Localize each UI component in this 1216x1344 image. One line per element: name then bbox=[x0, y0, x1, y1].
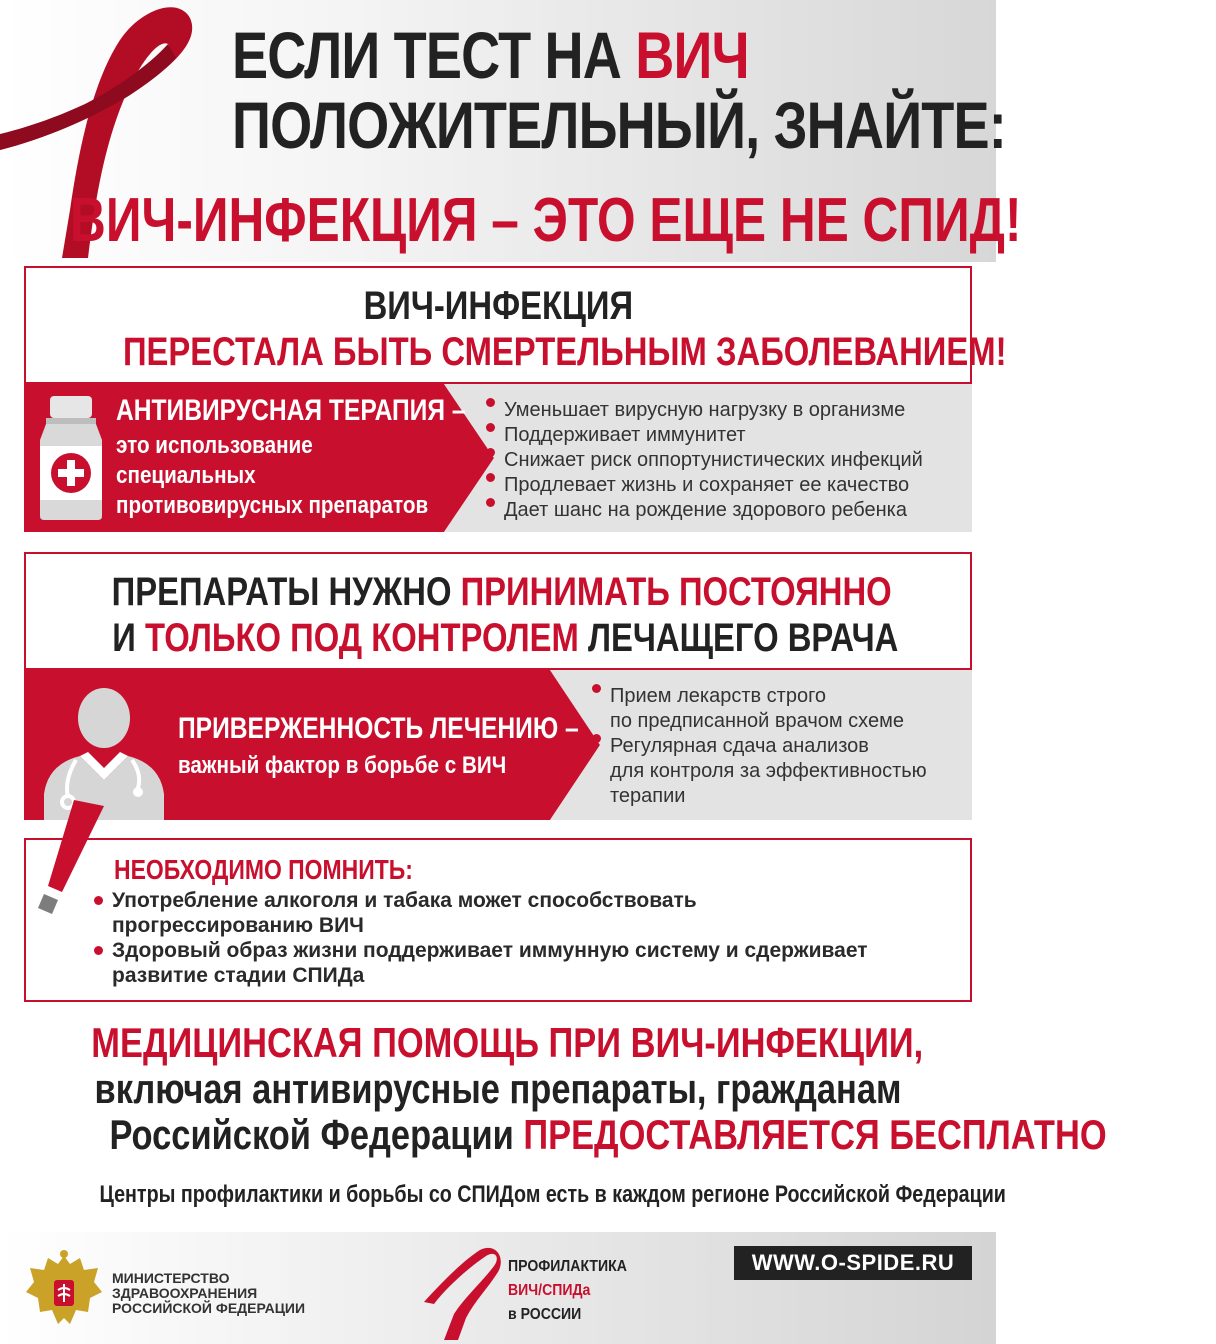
therapy-band bbox=[24, 384, 972, 532]
adherence-band bbox=[24, 670, 972, 820]
prof-line-3: в РОССИИ bbox=[508, 1306, 582, 1323]
therapy-sub-1: это использование bbox=[116, 432, 313, 459]
ministry-line-2: ЗДРАВООХРАНЕНИЯ bbox=[112, 1285, 258, 1301]
prof-line-1: ПРОФИЛАКТИКА bbox=[508, 1258, 627, 1275]
prof-line-2: ВИЧ/СПИДа bbox=[508, 1282, 591, 1299]
centers-note: Центры профилактики и борьбы со СПИДом есть в каждом регионе Российской Федерации bbox=[99, 1181, 1006, 1208]
list-item: Уменьшает вирусную нагрузку в организме bbox=[484, 398, 923, 423]
therapy-benefits-list bbox=[484, 398, 923, 523]
free-care-line-2: включая антивирусные препараты, гражданам bbox=[94, 1065, 902, 1112]
list-item: Прием лекарств строго по предписанной врачом схеме bbox=[590, 684, 927, 734]
small-red-ribbon-icon bbox=[414, 1244, 504, 1340]
main-title-line-2: ПОЛОЖИТЕЛЬНЫЙ, ЗНАЙТЕ: bbox=[232, 88, 1007, 162]
remember-heading: НЕОБХОДИМО ПОМНИТЬ: bbox=[114, 854, 413, 885]
section2-title-box bbox=[24, 552, 972, 670]
list-item: Снижает риск оппортунистических инфекций bbox=[484, 448, 923, 473]
section1-title-dark: ВИЧ-ИНФЕКЦИЯ bbox=[363, 284, 633, 328]
therapy-sub-3: противовирусных препаратов bbox=[116, 492, 429, 519]
website-link[interactable]: WWW.O-SPIDE.RU bbox=[734, 1246, 972, 1280]
list-item: Употребление алкоголя и табака может способствовать прогрессированию ВИЧ bbox=[92, 888, 868, 938]
section1-title-box bbox=[24, 266, 1007, 384]
footer bbox=[0, 1232, 996, 1344]
ministry-line-1: МИНИСТЕРСТВО bbox=[112, 1270, 230, 1286]
remember-list bbox=[92, 888, 868, 988]
free-care-line-3: Российской Федерации ПРЕДОСТАВЛЯЕТСЯ БЕСПЛАТНО bbox=[109, 1111, 1107, 1158]
remember-box bbox=[24, 838, 972, 1002]
list-item: Здоровый образ жизни поддерживает иммунную систему и сдерживает развитие стадии СПИДа bbox=[92, 938, 868, 988]
list-item: Регулярная сдача анализов для контроля за эффективностью терапии bbox=[590, 734, 927, 809]
ministry-line-3: РОССИЙСКОЙ ФЕДЕРАЦИИ bbox=[112, 1300, 306, 1316]
exclamation-icon bbox=[32, 800, 112, 920]
list-item: Продлевает жизнь и сохраняет ее качество bbox=[484, 473, 923, 498]
list-item: Поддерживает иммунитет bbox=[484, 423, 923, 448]
therapy-heading: АНТИВИРУСНАЯ ТЕРАПИЯ – bbox=[116, 394, 466, 427]
adherence-list bbox=[590, 684, 927, 809]
list-item: Дает шанс на рождение здорового ребенка bbox=[484, 498, 923, 523]
adherence-heading: ПРИВЕРЖЕННОСТЬ ЛЕЧЕНИЮ – bbox=[178, 712, 579, 745]
main-subtitle: ВИЧ-ИНФЕКЦИЯ – ЭТО ЕЩЕ НЕ СПИД! bbox=[70, 186, 1022, 255]
medicine-bottle-icon bbox=[38, 396, 104, 520]
section2-title-line-2: И ТОЛЬКО ПОД КОНТРОЛЕМ ЛЕЧАЩЕГО ВРАЧА bbox=[112, 616, 899, 660]
section1-title-red: ПЕРЕСТАЛА БЫТЬ СМЕРТЕЛЬНЫМ ЗАБОЛЕВАНИЕМ! bbox=[122, 330, 1007, 374]
therapy-sub-2: специальных bbox=[116, 462, 256, 489]
eagle-emblem-icon bbox=[24, 1248, 104, 1334]
section2-title-line-1: ПРЕПАРАТЫ НУЖНО ПРИНИМАТЬ ПОСТОЯННО bbox=[111, 570, 892, 614]
header bbox=[0, 0, 1022, 262]
free-care-line-1: МЕДИЦИНСКАЯ ПОМОЩЬ ПРИ ВИЧ-ИНФЕКЦИИ, bbox=[91, 1019, 924, 1066]
main-title-line-1: ЕСЛИ ТЕСТ НА ВИЧ bbox=[232, 18, 749, 92]
adherence-sub: важный фактор в борьбе с ВИЧ bbox=[178, 752, 507, 779]
